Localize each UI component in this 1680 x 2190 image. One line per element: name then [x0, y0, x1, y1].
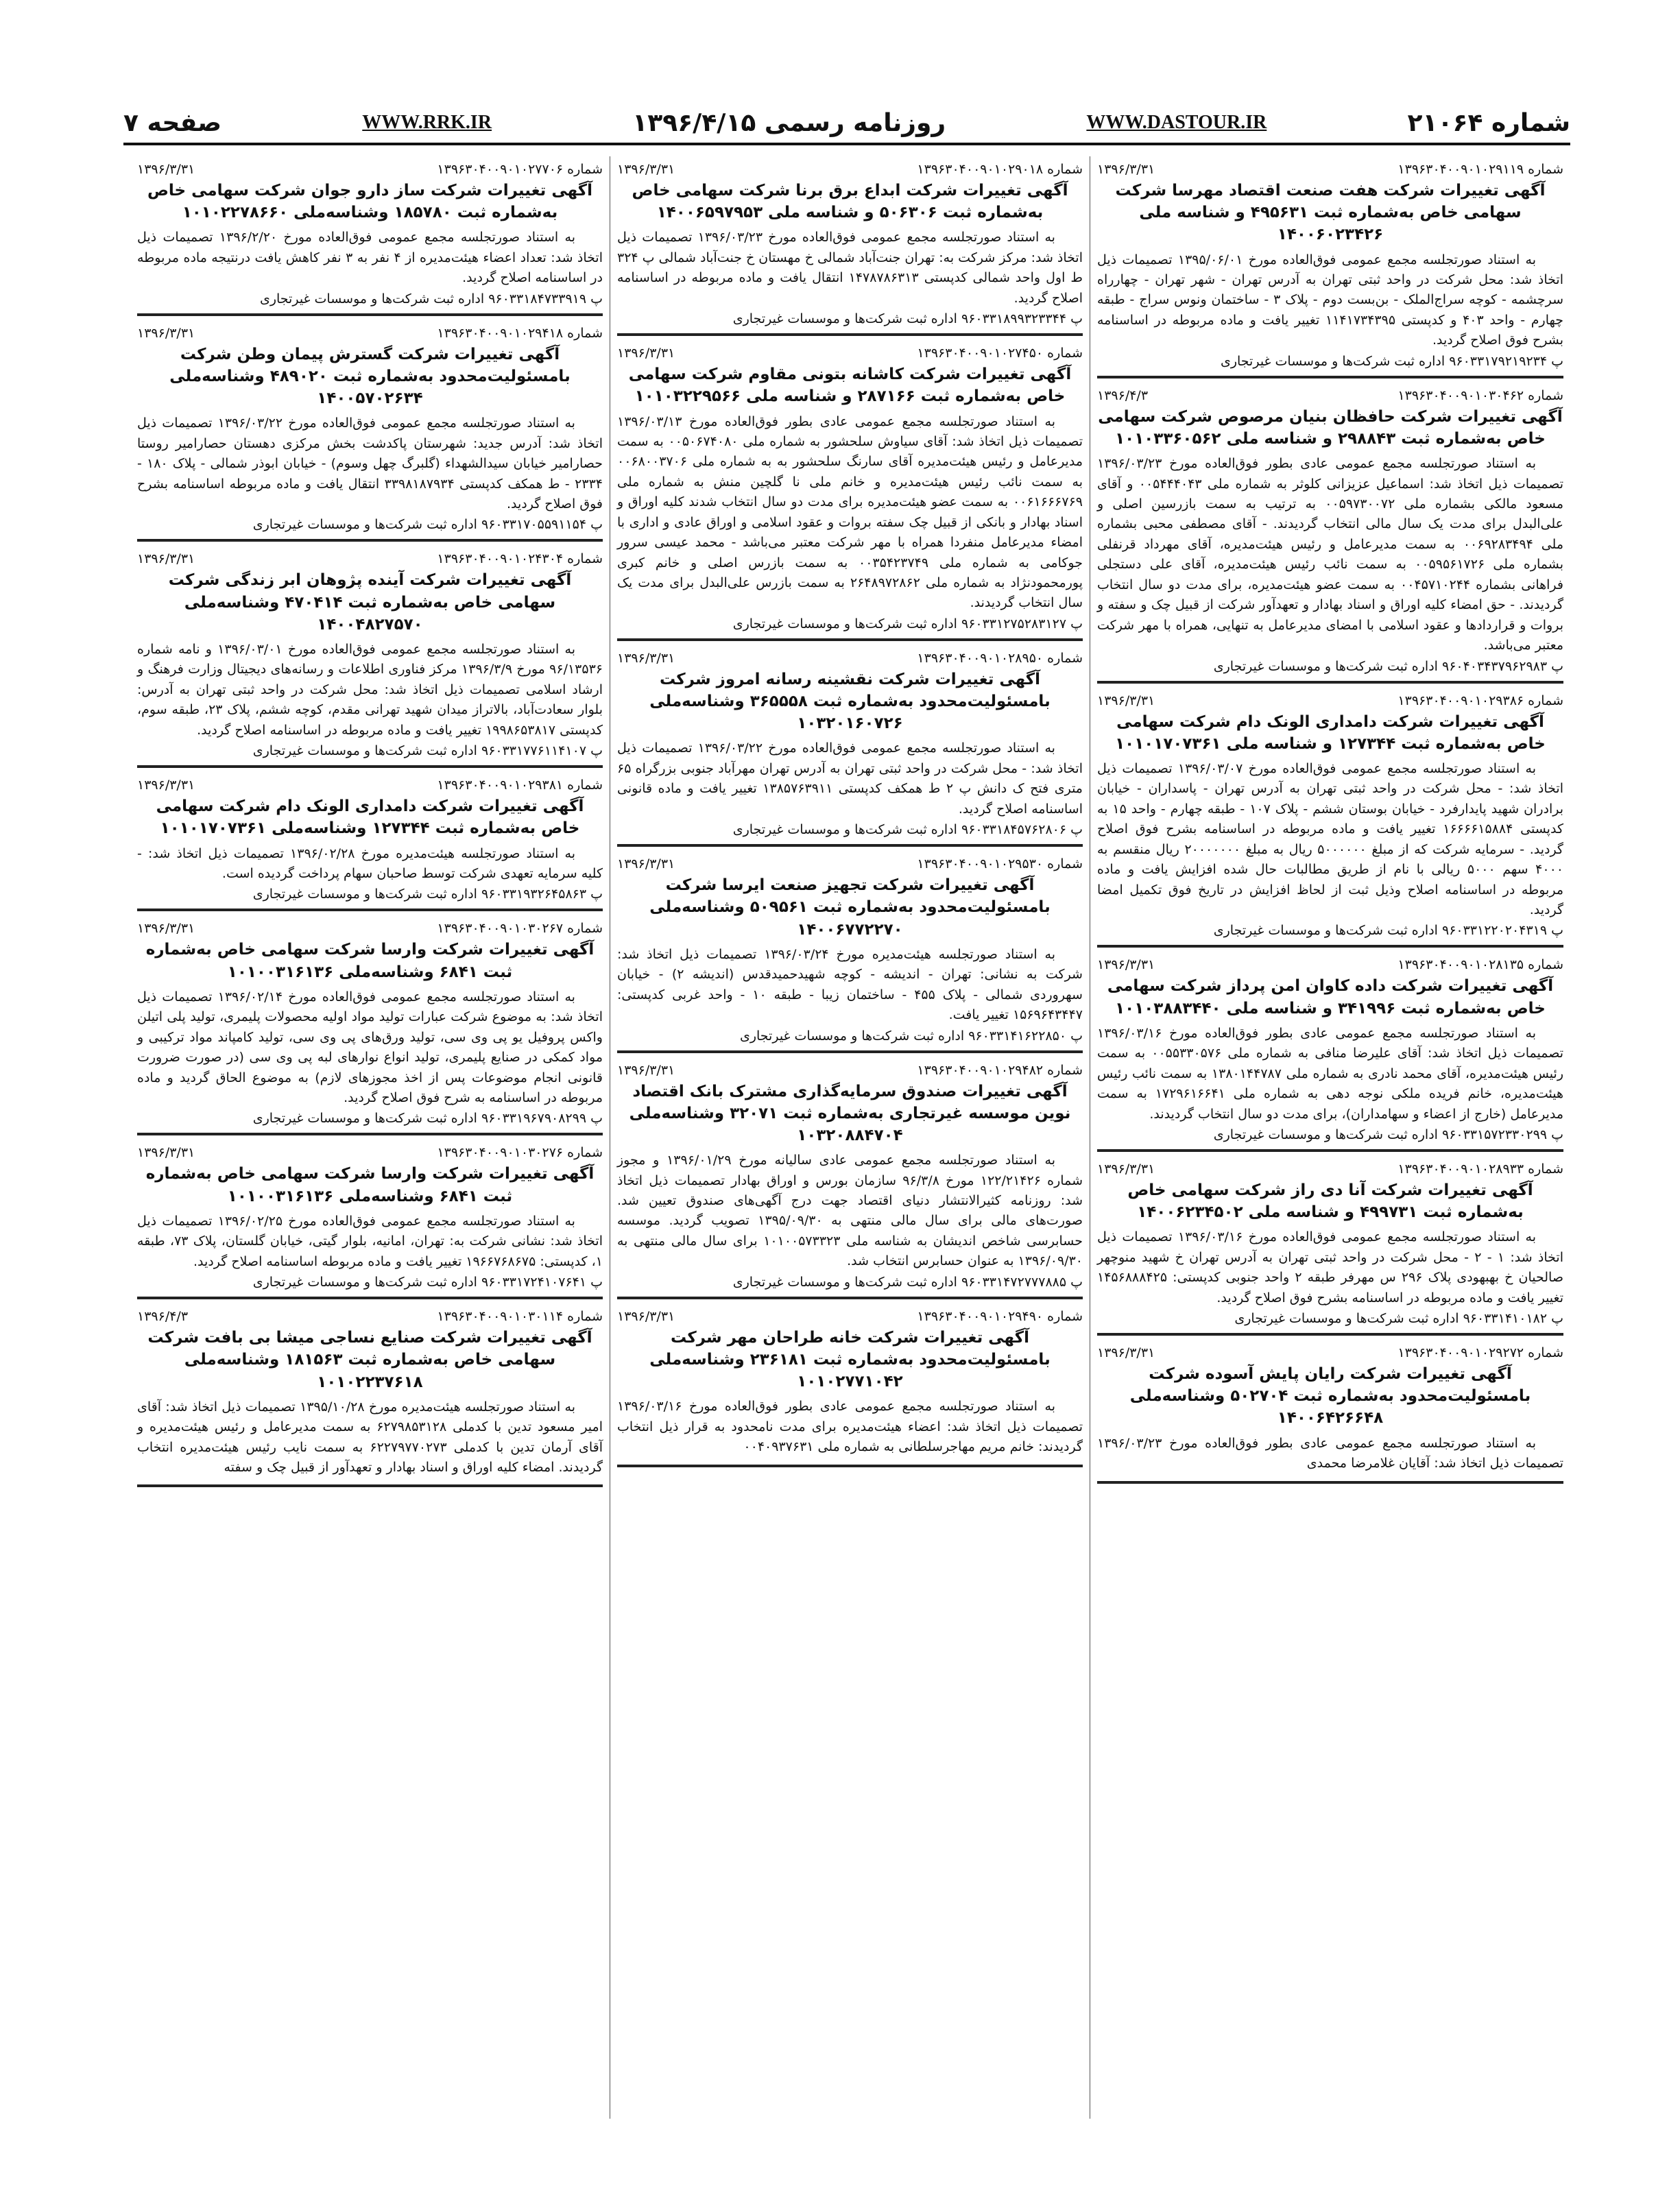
notice-title: آگهی تغییرات شرکت دامداری الونک دام شرکت سهامی خاص به‌شماره ثبت ۱۲۷۳۴۴ وشناسه‌ملی ۱۰۱۰۱۷۰۷۳۶۱ [156, 797, 584, 838]
page-number: صفحه ۷ [123, 108, 222, 137]
notice [137, 772, 603, 911]
notice-title: آگهی تغییرات شرکت ساز دارو جوان شرکت سهامی خاص به‌شماره ثبت ۱۸۵۷۸۰ وشناسه‌ملی ۱۰۱۰۲۲۷۸۶۶۰ [147, 182, 593, 222]
notice-date: ۱۳۹۶/۳/۳۱ [137, 162, 195, 177]
notice-meta [137, 778, 603, 793]
notice [1097, 383, 1563, 684]
notice-body: به استناد صورتجلسه مجمع عمومی فوق‌العاده مورخ ۱۳۹۶/۰۳/۲۲ تصمیمات ذیل اتخاذ شد: - محل شرکت در واحد ثبتی تهران به آدرس تهران مهرآباد جنوبی بزرگراه ۶۵ متری فتح ک دانش پ ۲ ط همکف کدپستی ۱۳۸۵۷۶۳۹۱۱ تغییر یافت و ماده قانونی اساسنامه اصلاح گردید. [617, 741, 1083, 817]
notice-body: به استناد صورتجلسه مجمع عمومی فوق‌العاده مورخ ۱۳۹۶/۰۲/۱۴ تصمیمات ذیل اتخاذ شد: به موضوع شرکت عبارات تولید مواد اولیه محصولات پلیمری، تولید پلی اتیلن واکس پروفیل یو پی وی سی، تولید ورق‌های پی وی سی، تولید کامپاند مواد ترکیبی و مواد کمکی در صنایع پلیمری، تولید انواع نوارهای لبه پی وی سی (در صورت ضرورت قانونی انجام موضوعات پس از اخذ مجوزهای لازم) به موضوع الحاق گردید و ماده مربوطه در اساسنامه به شرح فوق اصلاح گردید. [137, 989, 603, 1105]
notice-number: شماره ۱۳۹۶۳۰۴۰۰۹۰۱۰۲۸۹۵۰ [917, 650, 1083, 666]
notice-title: آگهی تغییرات شرکت آینده پژوهان ابر زندگی شرکت سهامی خاص به‌شماره ثبت ۴۷۰۴۱۴ وشناسه‌ملی ۱۴۰۰۴۸۲۷۵۷۰ [168, 571, 572, 634]
notice-footer: پ ۹۶۰۳۳۱۷۷۶۱۱۴۱۰۷ اداره ثبت شرکت‌ها و موسسات غیرتجاری [252, 743, 603, 759]
notice [1097, 156, 1563, 378]
notice [617, 645, 1083, 847]
notice-footer: پ ۹۶۰۳۳۱۹۶۷۹۰۸۲۹۹ اداره ثبت شرکت‌ها و موسسات غیرتجاری [252, 1111, 603, 1127]
notice-footer: پ ۹۶۰۳۳۱۴۱۰۱۸۲ اداره ثبت شرکت‌ها و موسسات غیرتجاری [1234, 1311, 1563, 1327]
notice-meta [137, 326, 603, 341]
notice-body: به استناد صورتجلسه مجمع عمومی فوق‌العاده مورخ ۱۳۹۶/۰۲/۲۵ تصمیمات ذیل اتخاذ شد: نشانی شرکت به: تهران، امانیه، بلوار گیتی، خیابان گلستان، پلاک ۷۳، طبقه ۱، کدپستی: ۱۹۶۶۷۶۸۶۷۵ تغییر یافت و ماده مربوطه اساسنامه اصلاح گردید. [137, 1213, 603, 1269]
notice-body: به استناد صورتجلسه هیئت‌مدیره مورخ ۱۳۹۵/۱۰/۲۸ تصمیمات ذیل اتخاذ شد: آقای امیر مسعود تدین با کدملی ۶۲۷۹۸۵۳۱۲۸ به سمت مدیرعامل و رئیس هیئت‌مدیره و آقای آرمان تدین با کدملی ۶۲۲۷۹۷۷۰۲۷۳ به سمت نایب رئیس هیئت‌مدیره انتخاب گردیدند. امضاء کلیه اوراق و اسناد بهادار و تعهدآور از قبیل چک و سفته [137, 1399, 603, 1475]
notice-title: آگهی تغییرات شرکت دامداری الونک دام شرکت سهامی خاص به‌شماره ثبت ۱۲۷۳۴۴ و شناسه ملی ۱۰۱۰۱۷۰۷۳۶۱ [1115, 712, 1546, 753]
notice-footer: پ ۹۶۰۳۳۱۷۲۴۱۰۷۶۴۱ اداره ثبت شرکت‌ها و موسسات غیرتجاری [252, 1275, 603, 1290]
notice-title: آگهی تغییرات شرکت نقشینه رسانه امروز شرکت بامسئولیت‌محدود به‌شماره ثبت ۳۶۵۵۵۸ وشناسه‌ملی ۱۰۳۲۰۱۶۰۷۲۶ [649, 670, 1051, 733]
notice-number: شماره ۱۳۹۶۳۰۴۰۰۹۰۱۰۲۸۹۳۳ [1397, 1161, 1563, 1177]
newspaper-page [123, 103, 1570, 2119]
notice-body: به استناد صورتجلسه مجمع عمومی عادی بطور فوق‌العاده مورخ ۱۳۹۶/۰۳/۱۶ تصمیمات ذیل اتخاذ شد: اعضاء هیئت‌مدیره برای مدت نامحدود به قرار ذیل انتخاب گردیدند: خانم مریم مهاجرسلطانی به شماره ملی ۰۰۴۰۹۳۷۶۳۱ [617, 1399, 1083, 1455]
notice-date: ۱۳۹۶/۳/۳۱ [1097, 1345, 1155, 1361]
notice-number: شماره ۱۳۹۶۳۰۴۰۰۹۰۱۰۲۹۴۹۰ [917, 1308, 1083, 1324]
dastour-url[interactable]: WWW.DASTOUR.IR [1086, 112, 1267, 133]
notice-columns [123, 156, 1570, 2119]
notice [617, 156, 1083, 336]
notice [617, 340, 1083, 641]
column-2 [610, 156, 1090, 2119]
notice-footer: پ ۹۶۰۳۳۱۴۱۶۲۲۸۵۰ اداره ثبت شرکت‌ها و موسسات غیرتجاری [739, 1028, 1083, 1044]
notice-meta [1097, 1345, 1563, 1360]
notice [617, 1057, 1083, 1299]
notice-footer: پ ۹۶۰۳۳۱۸۹۹۳۲۳۳۴۴ اداره ثبت شرکت‌ها و موسسات غیرتجاری [732, 311, 1083, 327]
notice-number: شماره ۱۳۹۶۳۰۴۰۰۹۰۱۰۲۹۴۸۲ [917, 1062, 1083, 1078]
notice-meta [137, 162, 603, 177]
notice-meta [617, 1309, 1083, 1324]
notice-date: ۱۳۹۶/۴/۳ [1097, 387, 1149, 403]
notice-number: شماره ۱۳۹۶۳۰۴۰۰۹۰۱۰۲۹۲۷۲ [1397, 1345, 1563, 1361]
notice [1097, 1156, 1563, 1336]
notice-number: شماره ۱۳۹۶۳۰۴۰۰۹۰۱۰۲۹۵۳۰ [917, 856, 1083, 872]
newspaper-title: روزنامه رسمی ۱۳۹۶/۴/۱۵ [632, 108, 946, 137]
notice-meta [1097, 957, 1563, 972]
notice-title: آگهی تغییرات شرکت صنایع نساجی میشا بی بافت شرکت سهامی خاص به‌شماره ثبت ۱۸۱۵۶۳ وشناسه‌ملی ۱۰۱۰۲۲۳۷۶۱۸ [147, 1329, 592, 1391]
notice [617, 1303, 1083, 1467]
notice-number: شماره ۱۳۹۶۳۰۴۰۰۹۰۱۰۲۹۳۸۶ [1397, 693, 1563, 708]
notice-number: شماره ۱۳۹۶۳۰۴۰۰۹۰۱۰۲۸۱۳۵ [1397, 957, 1563, 973]
notice-meta [1097, 693, 1563, 708]
notice-number: شماره ۱۳۹۶۳۰۴۰۰۹۰۱۰۲۹۴۱۸ [437, 325, 603, 341]
notice-number: شماره ۱۳۹۶۳۰۴۰۰۹۰۱۰۳۰۲۷۶ [437, 1145, 603, 1161]
notice-title: آگهی تغییرات شرکت وارسا شرکت سهامی خاص به‌شماره ثبت ۶۸۴۱ وشناسه‌ملی ۱۰۱۰۰۳۱۶۱۳۶ [145, 1165, 595, 1205]
notice-body: به استناد صورتجلسه مجمع عمومی عادی بطور فوق‌العاده مورخ ۱۳۹۶/۰۳/۱۳ تصمیمات ذیل اتخاذ شد: آقای سیاوش سلحشور به شماره ملی ۰۰۵۰۶۷۴۰۸۰ به سمت مدیرعامل و رئیس هیئت‌مدیره آقای سارنگ سلحشور به به شماره ملی ۰۰۶۸۰۰۳۷۰۶ به سمت نائب رئیس هیئت‌مدیره و خانم ملی نا گلچین منش به شماره ملی ۰۰۶۱۶۶۶۷۶۹ به سمت عضو هیئت‌مدیره برای مدت دو سال انتخاب شدند کلیه اوراق و اسناد بهادار و بانکی از قبیل چک سفته بروات و عقود اسلامی و اوراق عادی و اداری با امضاء مدیرعامل منفردا همراه با مهر شرکت معتبر می‌باشد - محمد عیسی سرور جوکامی به شماره ملی ۰۰۳۵۴۲۳۷۴۹ به سمت بازرس اصلی و خانم کبری پورمحمودنژاد به شماره ملی ۲۶۴۸۹۷۲۸۶۲ به سمت بازرس علی‌البدل برای مدت یک سال انتخاب گردیدند. [617, 413, 1083, 611]
notice-meta [1097, 162, 1563, 177]
notice-date: ۱۳۹۶/۳/۳۱ [1097, 162, 1155, 177]
notice-title: آگهی تغییرات صندوق سرمایه‌گذاری مشترک بانک اقتصاد نوین موسسه غیرتجاری به‌شماره ثبت ۳۲۰۷۱ وشناسه‌ملی ۱۰۳۲۰۸۸۴۷۰۴ [629, 1082, 1071, 1144]
notice [137, 1303, 603, 1487]
notice [1097, 1340, 1563, 1483]
notice-title: آگهی تغییرات شرکت هفت صنعت اقتصاد مهرسا شرکت سهامی خاص به‌شماره ثبت ۴۹۵۶۳۱ و شناسه ملی ۱۴۰۰۶۰۲۳۴۲۶ [1115, 182, 1546, 244]
page-header [123, 103, 1570, 145]
notice-meta [137, 921, 603, 936]
notice-title: آگهی تغییرات شرکت رایان پایش آسوده شرکت بامسئولیت‌محدود به‌شماره ثبت ۵۰۲۷۰۴ وشناسه‌ملی ۱۴۰۰۶۴۲۶۶۴۸ [1129, 1365, 1531, 1428]
notice-meta [617, 162, 1083, 177]
notice-body: به استناد صورتجلسه مجمع عمومی فوق‌العاده مورخ ۱۳۹۶/۰۳/۲۲ تصمیمات ذیل اتخاذ شد: آدرس جدید: شهرستان پاکدشت بخش مرکزی دهستان حصارامیر روستا حصارامیر خیابان سیدالشهداء (گلبرگ چهل وسوم) - خیابان ابوذر شمالی - پلاک ۱۸۰ - ۲۳۳۴ - ط همکف کدپستی ۳۳۹۸۱۸۷۹۳۴ انتقال یافت و ماده مربوطه اساسنامه بشرح فوق اصلاح گردید. [137, 416, 603, 512]
notice-body: به استناد صورتجلسه مجمع عمومی عادی بطور فوق‌العاده مورخ ۱۳۹۶/۰۳/۲۳ تصمیمات ذیل اتخاذ شد: اسماعیل عزیزانی کلوثر به شماره ملی ۰۰۵۴۴۴۰۴۳ و آقای مسعود مالکی بشماره ملی ۰۰۵۹۷۳۰۰۷۲ به ترتیب به سمت بازرسین اصلی و علی‌البدل برای مدت یک سال مالی انتخاب گردیدند. - آقای مصطفی محبی بشماره ملی ۰۰۶۹۲۸۳۴۹۴ به سمت مدیرعامل و رئیس هیئت‌مدیره، آقای مهرداد قرنفلی بشماره ملی ۰۰۵۹۵۶۱۷۲۶ به سمت نائب رئیس هیئت‌مدیره، آقای علی دستجلی فراهانی بشماره ۰۰۴۵۷۱۰۲۴۴ به سمت عضو هیئت‌مدیره، برای مدت دو سال انتخاب گردیدند. - حق امضاء کلیه اوراق و اسناد بهادار و تعهدآور شرکت از قبیل چک و سفته و بروات و قراردادها و عقود اسلامی با امضای مدیرعامل به تنهایی، همراه با مهر شرکت معتبر می‌باشد. [1097, 456, 1564, 653]
notice-date: ۱۳۹۶/۳/۳۱ [137, 921, 195, 937]
notice-footer: پ ۹۶۰۳۳۱۸۴۵۷۶۲۸۰۶ اداره ثبت شرکت‌ها و موسسات غیرتجاری [732, 822, 1083, 838]
notice-footer: پ ۹۶۰۳۳۱۸۴۷۳۳۹۱۹ اداره ثبت شرکت‌ها و موسسات غیرتجاری [259, 291, 603, 306]
notice-meta [617, 651, 1083, 666]
notice-number: شماره ۱۳۹۶۳۰۴۰۰۹۰۱۰۲۹۰۱۸ [917, 162, 1083, 177]
notice [137, 1140, 603, 1299]
notice [137, 915, 603, 1135]
rrk-url[interactable]: WWW.RRK.IR [362, 112, 492, 133]
notice [1097, 952, 1563, 1152]
notice-date: ۱۳۹۶/۳/۳۱ [617, 1062, 675, 1078]
notice-footer: پ ۹۶۰۳۳۱۵۷۲۳۳۰۲۹۹ اداره ثبت شرکت‌ها و موسسات غیرتجاری [1213, 1127, 1563, 1142]
notice-meta [617, 346, 1083, 361]
notice [617, 851, 1083, 1052]
notice-footer: پ ۹۶۰۳۳۱۲۷۵۲۸۳۱۲۷ اداره ثبت شرکت‌ها و موسسات غیرتجاری [732, 616, 1083, 631]
notice-footer: پ ۹۶۰۳۳۱۷۰۵۵۹۱۱۵۴ اداره ثبت شرکت‌ها و موسسات غیرتجاری [252, 517, 603, 533]
notice-meta [137, 1145, 603, 1160]
notice-date: ۱۳۹۶/۳/۳۱ [617, 856, 675, 872]
notice-date: ۱۳۹۶/۳/۳۱ [617, 650, 675, 666]
notice-title: آگهی تغییرات شرکت کاشانه بتونی مقاوم شرکت سهامی خاص به‌شماره ثبت ۲۸۷۱۶۶ و شناسه ملی ۱۰۱۰۳۲۲۹۵۶۶ [628, 365, 1072, 406]
notice-title: آگهی تغییرات شرکت وارسا شرکت سهامی خاص به‌شماره ثبت ۶۸۴۱ وشناسه‌ملی ۱۰۱۰۰۳۱۶۱۳۶ [145, 941, 595, 981]
notice-date: ۱۳۹۶/۳/۳۱ [137, 1145, 195, 1161]
notice-meta [1097, 1162, 1563, 1177]
notice-body: به استناد صورتجلسه مجمع عمومی عادی بطور فوق‌العاده مورخ ۱۳۹۶/۰۳/۲۳ تصمیمات ذیل اتخاذ شد: آقایان غلامرضا محمدی [1097, 1435, 1563, 1471]
notice-footer: پ ۹۶۰۳۳۱۹۳۲۶۴۵۸۶۳ اداره ثبت شرکت‌ها و موسسات غیرتجاری [252, 887, 603, 902]
issue-number: شماره ۲۱۰۶۴ [1407, 108, 1570, 137]
notice-footer: پ ۹۶۰۳۳۱۴۷۲۷۷۷۸۸۵ اداره ثبت شرکت‌ها و موسسات غیرتجاری [732, 1274, 1083, 1290]
notice-meta [617, 1063, 1083, 1078]
notice-body: به استناد صورتجلسه مجمع عمومی فوق‌العاده مورخ ۱۳۹۶/۰۳/۰۱ و نامه شماره ۹۶/۱۳۵۳۶ مورخ ۱۳۹۶/۳/۹ مرکز فناوری اطلاعات و رسانه‌های دیجیتال وزارت فرهنگ و ارشاد اسلامی تصمیمات ذیل اتخاذ شد: محل شرکت در واحد ثبتی تهران به آدرس: بلوار سعادت‌آباد، بالاتراز میدان شهید تهرانی مقدم، کوچه ششم، پلاک ۲۳، طبقه سوم، کدپستی ۱۹۹۸۶۵۳۸۱۷ تغییر یافت و ماده مربوطه در اساسنامه اصلاح گردید. [137, 642, 603, 738]
notice-date: ۱۳۹۶/۳/۳۱ [1097, 957, 1155, 973]
notice-date: ۱۳۹۶/۳/۳۱ [617, 162, 675, 177]
notice-body: به استناد صورتجلسه مجمع عمومی فوق‌العاده مورخ ۱۳۹۵/۰۶/۰۱ تصمیمات ذیل اتخاذ شد: محل شرکت در واحد ثبتی تهران به آدرس تهران - شهر تهران - چهارراه سرچشمه - کوچه سراج‌الملک - بن‌بست دوم - پلاک ۳ - ساختمان ونوس سراج - طبقه چهارم - واحد ۴۰۳ و کدپستی ۱۱۴۱۷۳۴۳۹۵ تغییر یافت و ماده مربوطه در اساسنامه بشرح فوق اصلاح گردید. [1097, 252, 1563, 348]
notice-number: شماره ۱۳۹۶۳۰۴۰۰۹۰۱۰۳۰۱۱۴ [437, 1309, 603, 1325]
notice-body: به استناد صورتجلسه مجمع عمومی فوق‌العاده مورخ ۱۳۹۶/۰۳/۰۷ تصمیمات ذیل اتخاذ شد: - محل شرکت در واحد ثبتی تهران به آدرس تهران - پاسداران - خیابان برادران شهید پایدارفرد - خیابان بوستان ششم - پلاک ۱۰۷ - طبقه چهارم - واحد ۱۵ به کدپستی ۱۶۶۶۶۱۵۸۸۴ تغییر یافت و ماده مربوطه در اساسنامه بشرح فوق اصلاح گردید. - سرمایه شرکت که از مبلغ ۵۰۰۰۰۰۰ ریال به مبلغ ۲۰۰۰۰۰۰۰ ریال منقسم به ۴۰۰۰ سهم ۵۰۰۰ ریالی با نام از طریق مطالبات حال شده افزایش یافت و ماده مربوطه در اساسنامه اصلاح وذیل ثبت از لحاظ افزایش در تاریخ فوق تکمیل امضا گردید. [1097, 760, 1564, 917]
notice-title: آگهی تغییرات شرکت آنا دی راز شرکت سهامی خاص به‌شماره ثبت ۴۹۹۷۳۱ و شناسه ملی ۱۴۰۰۶۲۳۴۵۰۲ [1127, 1181, 1533, 1222]
notice-number: شماره ۱۳۹۶۳۰۴۰۰۹۰۱۰۳۰۴۶۲ [1397, 387, 1563, 403]
notice-title: آگهی تغییرات شرکت حافظان بنیان مرصوص شرکت سهامی خاص به‌شماره ثبت ۲۹۸۸۴۳ و شناسه ملی ۱۰۱۰۳۳۶۰۵۶۲ [1098, 407, 1563, 448]
notice-date: ۱۳۹۶/۳/۳۱ [617, 346, 675, 361]
notice-title: آگهی تغییرات شرکت گسترش پیمان وطن شرکت بامسئولیت‌محدود به‌شماره ثبت ۴۸۹۰۲۰ وشناسه‌ملی ۱۴۰۰۵۷۰۲۶۳۴ [169, 345, 571, 408]
notice-number: شماره ۱۳۹۶۳۰۴۰۰۹۰۱۰۲۷۴۵۰ [917, 346, 1083, 361]
notice-footer: پ ۹۶۰۴۰۳۴۳۷۹۶۲۹۸۳ اداره ثبت شرکت‌ها و موسسات غیرتجاری [1213, 658, 1563, 674]
notice [137, 156, 603, 316]
notice [137, 320, 603, 542]
column-3 [130, 156, 610, 2119]
notice-date: ۱۳۹۶/۳/۳۱ [137, 551, 195, 567]
notice-body: به استناد صورتجلسه مجمع عمومی عادی بطور فوق‌العاده مورخ ۱۳۹۶/۰۳/۱۶ تصمیمات ذیل اتخاذ شد: آقای علیرضا منافی به شماره ملی ۰۰۵۵۳۳۰۵۷۶ به سمت رئیس هیئت‌مدیره، آقای محمد نادری به شماره ملی ۱۳۸۰۱۴۴۷۸۷ به سمت نائب رئیس هیئت‌مدیره، خانم فریده ملکی نوجه دهی به شماره ملی ۱۷۲۹۶۱۶۶۴۱ به سمت مدیرعامل (خارج از اعضاء و سهامداران)، برای مدت دو سال انتخاب گردیدند. [1097, 1025, 1563, 1122]
notice-body: به استناد صورتجلسه هیئت‌مدیره مورخ ۱۳۹۶/۰۳/۲۴ تصمیمات ذیل اتخاذ شد: شرکت به نشانی: تهران - اندیشه - کوچه شهیدحمیدقدس (اندیشه ۲) - خیابان سهروردی شمالی - پلاک ۴۵۵ - ساختمان زیبا - طبقه ۱۰ - واحد غربی کدپستی: ۱۵۶۹۶۴۳۴۴۷ تغییر یافت. [617, 946, 1083, 1023]
notice-date: ۱۳۹۶/۳/۳۱ [1097, 693, 1155, 708]
notice-date: ۱۳۹۶/۳/۳۱ [137, 325, 195, 341]
notice-meta [137, 551, 603, 566]
notice-date: ۱۳۹۶/۴/۳ [137, 1309, 189, 1325]
notice-title: آگهی تغییرات شرکت داده کاوان امن پرداز شرکت سهامی خاص به‌شماره ثبت ۳۴۱۹۹۶ و شناسه ملی ۱۰۱۰۳۸۸۳۴۴۰ [1107, 977, 1554, 1018]
notice-body: به استناد صورتجلسه هیئت‌مدیره مورخ ۱۳۹۶/۰۲/۲۸ تصمیمات ذیل اتخاذ شد: - کلیه سرمایه تعهدی شرکت توسط صاحبان سهام پرداخت گردیده است. [137, 845, 603, 881]
notice [137, 546, 603, 768]
notice-number: شماره ۱۳۹۶۳۰۴۰۰۹۰۱۰۲۹۱۱۹ [1397, 162, 1563, 177]
notice-meta [137, 1309, 603, 1324]
notice-body: به استناد صورتجلسه مجمع عمومی فوق‌العاده مورخ ۱۳۹۶/۰۳/۲۳ تصمیمات ذیل اتخاذ شد: مرکز شرکت به: تهران جنت‌آباد شمالی خ مهستان خ جنت‌آباد شمالی پ ۳۲۴ ط اول واحد شمالی کدپستی ۱۴۷۸۷۸۶۳۱۳ انتقال یافت و ماده مربوطه در اساسنامه اصلاح گردید. [617, 230, 1083, 306]
notice-meta [1097, 388, 1563, 403]
notice-title: آگهی تغییرات شرکت تجهیز صنعت ایرسا شرکت بامسئولیت‌محدود به‌شماره ثبت ۵۰۹۵۶۱ وشناسه‌ملی ۱۴۰۰۶۷۷۲۲۷۰ [649, 876, 1051, 939]
notice-body: به استناد صورتجلسه مجمع عمومی عادی سالیانه مورخ ۱۳۹۶/۰۱/۲۹ و مجوز شماره ۱۲۲/۲۱۴۲۶ مورخ ۹۶/۳/۸ سازمان بورس و اوراق بهادار تصمیمات ذیل اتخاذ شد: روزنامه کثیرالانتشار دنیای اقتصاد جهت درج آگهی‌های صندوق تعیین شد. صورت‌های مالی برای سال مالی منتهی به ۱۳۹۵/۰۹/۳۰ تصویب گردید. موسسه حسابرسی شاخص اندیشان به شناسه ملی ۱۰۱۰۰۵۷۳۳۲۳ برای سال مالی منتهی به ۱۳۹۶/۰۹/۳۰ به عنوان حسابرس انتخاب شد. [617, 1153, 1083, 1269]
notice-body: به استناد صورتجلسه مجمع عمومی فوق‌العاده مورخ ۱۳۹۶/۲/۲۰ تصمیمات ذیل اتخاذ شد: تعداد اعضاء هیئت‌مدیره از ۴ نفر به ۳ نفر کاهش یافت درنتیجه ماده مربوطه در اساسنامه اصلاح گردید. [137, 230, 603, 286]
notice-body: به استناد صورتجلسه مجمع عمومی فوق‌العاده مورخ ۱۳۹۶/۰۳/۱۶ تصمیمات ذیل اتخاذ شد: ۱ - ۲ - محل شرکت در واحد ثبتی تهران به آدرس تهران خ شهید منوچهر صالحیان خ بهبهودی پلاک ۲۹۶ س مهرفر طبقه ۲ واحد جنوبی کدپستی: ۱۴۵۶۸۸۸۴۲۵ تغییر یافت و ماده مربوطه در اساسنامه بشرح فوق اصلاح گردید. [1097, 1229, 1563, 1305]
notice-date: ۱۳۹۶/۳/۳۱ [1097, 1161, 1155, 1177]
notice [1097, 688, 1563, 948]
notice-title: آگهی تغییرات شرکت خانه طراحان مهر شرکت بامسئولیت‌محدود به‌شماره ثبت ۲۳۶۱۸۱ وشناسه‌ملی ۱۰۱۰۲۷۷۱۰۴۲ [649, 1328, 1051, 1391]
notice-number: شماره ۱۳۹۶۳۰۴۰۰۹۰۱۰۲۴۳۰۴ [437, 551, 603, 567]
notice-title: آگهی تغییرات شرکت ابداع برق برنا شرکت سهامی خاص به‌شماره ثبت ۵۰۶۳۰۶ و شناسه ملی ۱۴۰۰۶۵۹۷۹۵۳ [632, 182, 1068, 222]
notice-date: ۱۳۹۶/۳/۳۱ [137, 778, 195, 793]
column-1 [1090, 156, 1570, 2119]
notice-number: شماره ۱۳۹۶۳۰۴۰۰۹۰۱۰۲۹۳۸۱ [437, 778, 603, 793]
notice-footer: پ ۹۶۰۳۳۱۷۹۲۱۹۲۳۴ اداره ثبت شرکت‌ها و موسسات غیرتجاری [1220, 353, 1563, 369]
notice-number: شماره ۱۳۹۶۳۰۴۰۰۹۰۱۰۲۷۷۰۶ [437, 162, 603, 177]
notice-meta [617, 856, 1083, 871]
notice-date: ۱۳۹۶/۳/۳۱ [617, 1308, 675, 1324]
notice-footer: پ ۹۶۰۳۳۱۲۲۰۲۰۴۳۱۹ اداره ثبت شرکت‌ها و موسسات غیرتجاری [1213, 923, 1563, 939]
notice-number: شماره ۱۳۹۶۳۰۴۰۰۹۰۱۰۳۰۲۶۷ [437, 921, 603, 937]
